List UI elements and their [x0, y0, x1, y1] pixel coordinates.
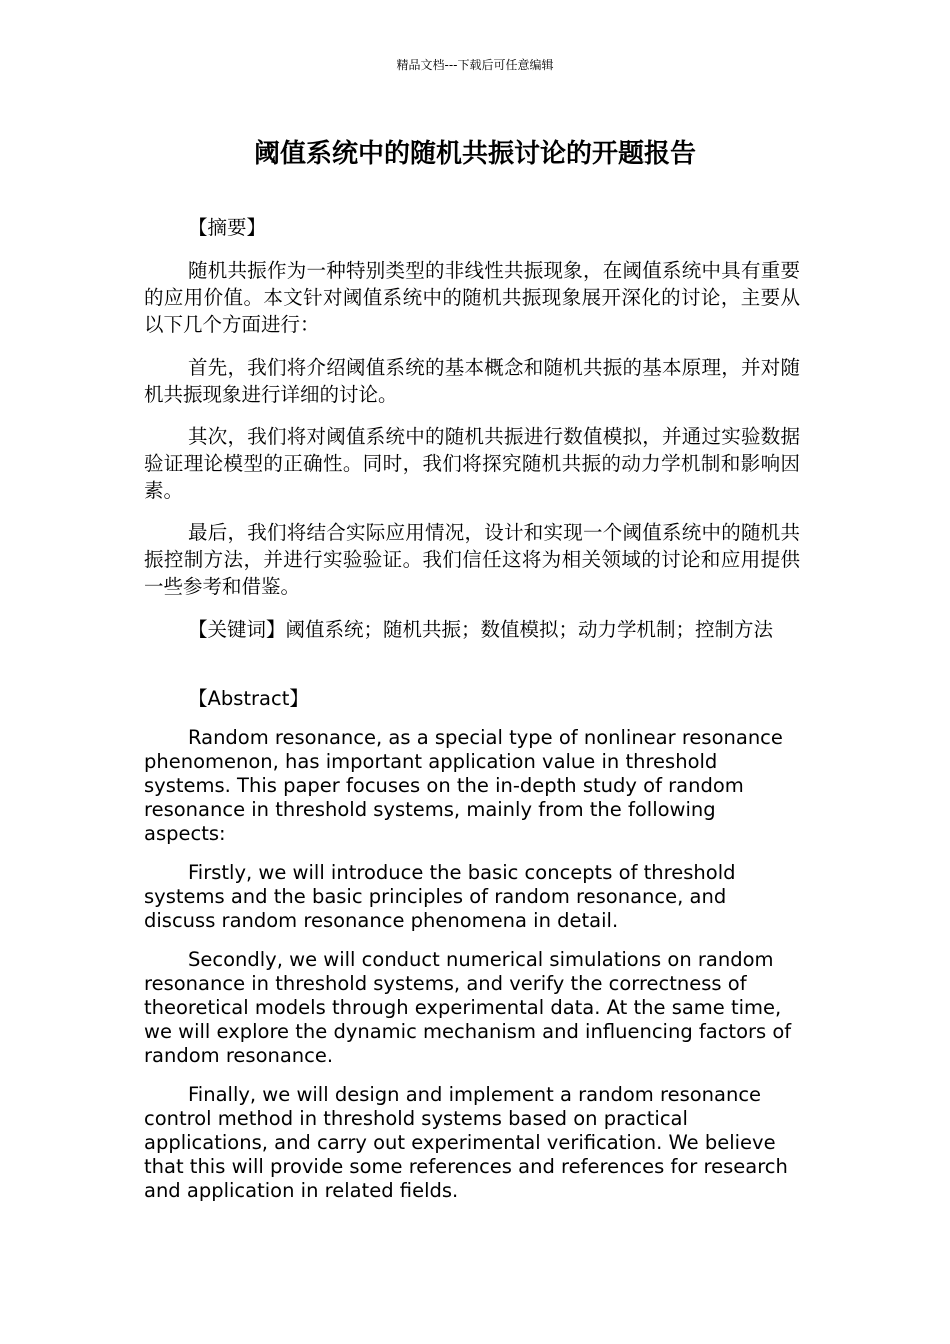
- abstract-en-paragraph-2: Firstly, we will introduce the basic concepts of threshold systems and the basic principles of random resonance, and discuss random resonance phenomena in detail.: [144, 861, 736, 932]
- abstract-en-paragraph-4: Finally, we will design and implement a random resonance control method in threshold systems based on practical applications, and carry out experimental verification. We believe that this will provide some references and references for research and application in related fields.: [144, 1083, 788, 1202]
- keywords-cn: 【关键词】阈值系统；随机共振；数值模拟；动力学机制；控制方法: [188, 618, 774, 641]
- abstract-cn-paragraph-1: 随机共振作为一种特别类型的非线性共振现象，在阈值系统中具有重要的应用价值。本文针对阈值系统中的随机共振现象展开深化的讨论，主要从以下几个方面进行：: [144, 259, 800, 336]
- abstract-en-paragraph-3: Secondly, we will conduct numerical simulations on random resonance in threshold systems, and verify the correctness of theoretical models through experimental data. At the same time, we will explore the dynamic mechanism and influencing factors of random resonance.: [144, 948, 792, 1067]
- abstract-cn-paragraph-3: 其次，我们将对阈值系统中的随机共振进行数值模拟，并通过实验数据验证理论模型的正确性。同时，我们将探究随机共振的动力学机制和影响因素。: [144, 425, 800, 502]
- abstract-en-heading: 【Abstract】: [188, 687, 309, 710]
- abstract-en-paragraph-1: Random resonance, as a special type of nonlinear resonance phenomenon, has important application value in threshold systems. This paper focuses on the in-depth study of random resonance in threshold systems, mainly from the following aspects:: [144, 726, 783, 845]
- abstract-cn-paragraph-2: 首先，我们将介绍阈值系统的基本概念和随机共振的基本原理，并对随机共振现象进行详细的讨论。: [144, 356, 800, 406]
- header-note: 精品文档---下载后可任意编辑: [396, 58, 554, 72]
- document-title: 阈值系统中的随机共振讨论的开题报告: [253, 139, 696, 169]
- abstract-cn-paragraph-4: 最后，我们将结合实际应用情况，设计和实现一个阈值系统中的随机共振控制方法，并进行实验验证。我们信任这将为相关领域的讨论和应用提供一些参考和借鉴。: [144, 521, 800, 598]
- abstract-cn-heading: 【摘要】: [188, 216, 267, 239]
